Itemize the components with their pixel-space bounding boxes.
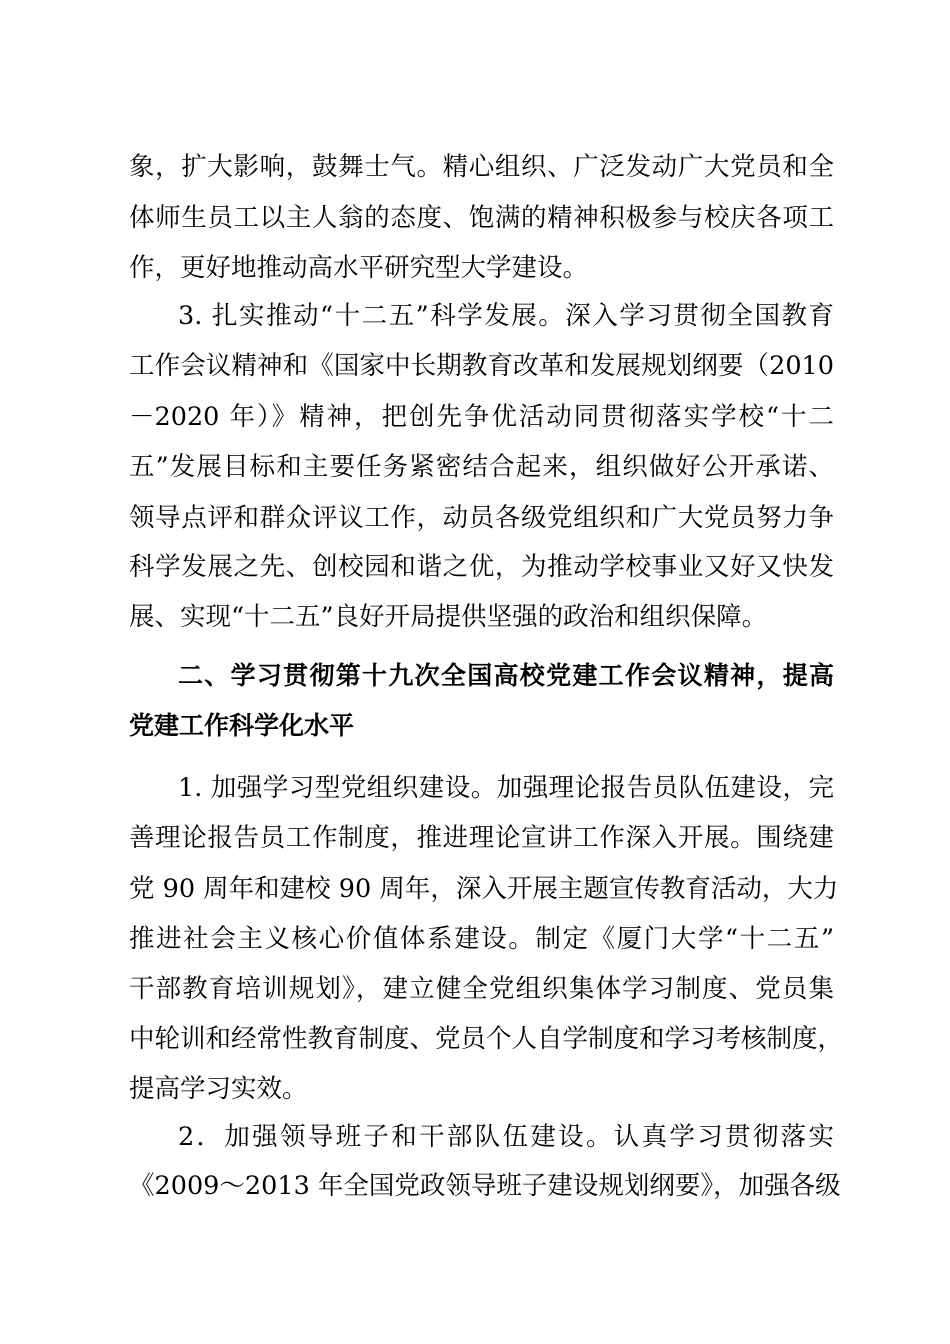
paragraph-line: 作，更好地推动高水平研究型大学建设。 [129,253,589,283]
section-heading-line: 党建工作科学化水平 [129,711,355,740]
paragraph-line: 2．加强领导班子和干部队伍建设。认真学习贯彻落实 [178,1122,834,1152]
paragraph-line: 展、实现“十二五”良好开局提供坚强的政治和组织保障。 [129,602,768,632]
paragraph-line: 《2009～2013 年全国党政领导班子建设规划纲要》，加强各级 [129,1171,841,1201]
paragraph-line: －2020 年）》精神，把创先争优活动同贯彻落实学校“十二 [129,402,834,432]
paragraph-line: 1. 加强学习型党组织建设。加强理论报告员队伍建设，完 [178,773,834,803]
paragraph-line: 提高学习实效。 [129,1074,308,1104]
paragraph-line: 干部教育培训规划》，建立健全党组织集体学习制度、党员集 [129,974,834,1004]
paragraph-line: 3. 扎实推动“十二五”科学发展。深入学习贯彻全国教育 [178,301,834,331]
section-heading-line: 二、学习贯彻第十九次全国高校党建工作会议精神，提高 [178,661,834,690]
paragraph-line: 善理论报告员工作制度，推进理论宣讲工作深入开展。围绕建 [129,823,834,853]
paragraph-line: 中轮训和经常性教育制度、党员个人自学制度和学习考核制度， [129,1024,844,1054]
paragraph-line: 领导点评和群众评议工作，动员各级党组织和广大党员努力争 [129,503,834,533]
paragraph-line: 推进社会主义核心价值体系建设。制定《厦门大学“十二五” [129,924,834,954]
paragraph-line: 工作会议精神和《国家中长期教育改革和发展规划纲要（2010 [129,351,834,381]
paragraph-line: 科学发展之先、创校园和谐之优，为推动学校事业又好又快发 [129,552,834,582]
paragraph-line: 象，扩大影响，鼓舞士气。精心组织、广泛发动广大党员和全 [129,152,834,182]
paragraph-line: 五”发展目标和主要任务紧密结合起来，组织做好公开承诺、 [129,452,834,482]
paragraph-line: 体师生员工以主人翁的态度、饱满的精神积极参与校庆各项工 [129,203,834,233]
paragraph-line: 党 90 周年和建校 90 周年，深入开展主题宣传教育活动，大力 [129,874,839,904]
